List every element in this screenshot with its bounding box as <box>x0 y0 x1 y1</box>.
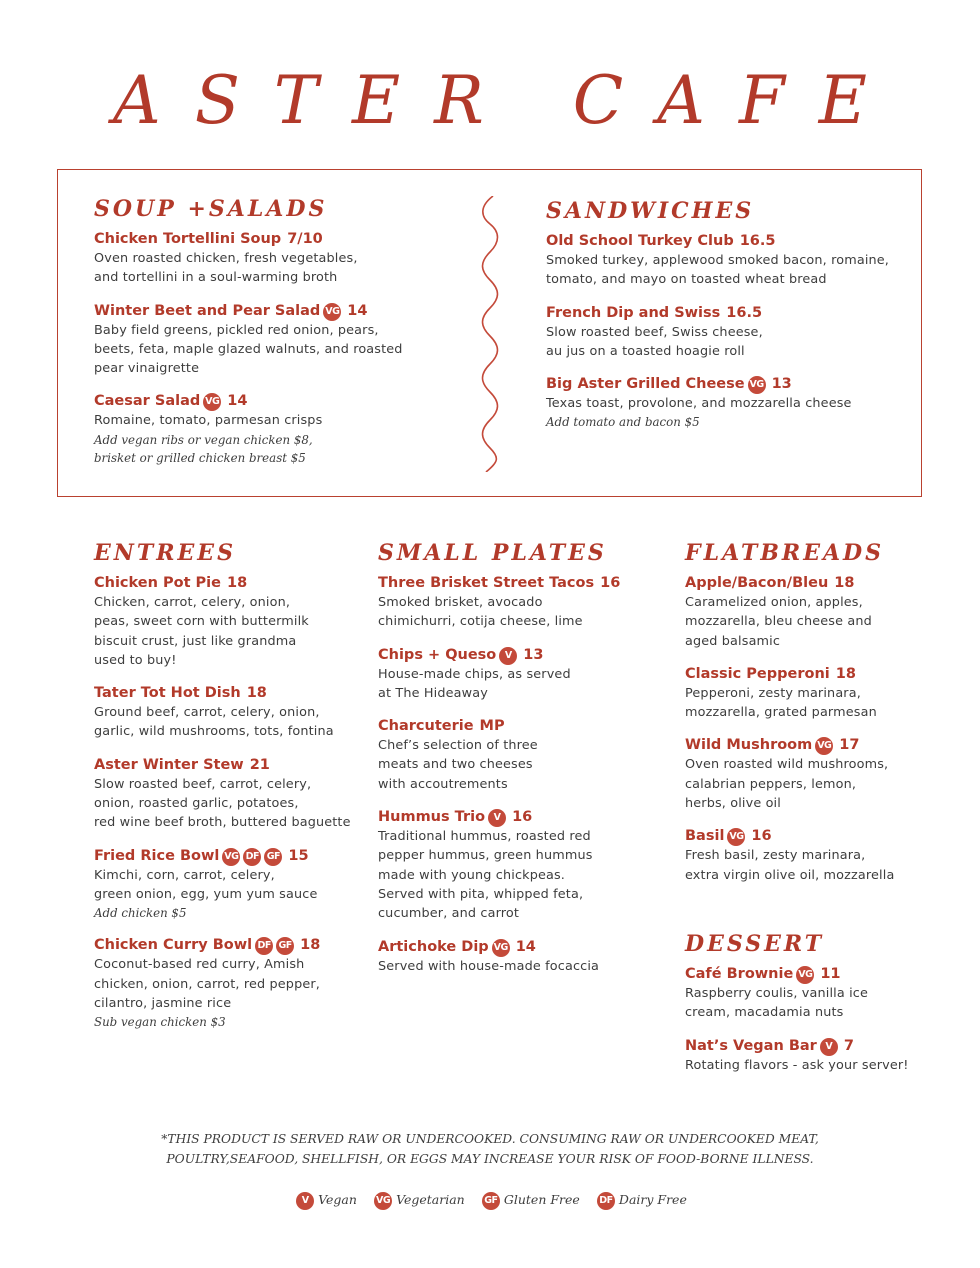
menu-item-name: Caesar Salad <box>94 393 201 410</box>
menu-item-name: Charcuterie <box>378 718 474 735</box>
menu-item-description: cilantro, jasmine rice <box>94 995 232 1011</box>
vegan-badge-icon: V <box>820 1038 838 1056</box>
menu-item-header <box>685 573 945 593</box>
menu-item-description: Raspberry coulis, vanilla ice <box>685 986 868 1001</box>
menu-item-price: 14 <box>347 302 368 319</box>
menu-item-price: 14 <box>227 393 248 410</box>
menu-item-header <box>378 645 658 665</box>
menu-item-price: 16.5 <box>739 233 776 249</box>
vegetarian-badge-icon: VG <box>815 737 833 755</box>
menu-item <box>378 645 658 704</box>
menu-item-description: Smoked turkey, applewood smoked bacon, romaine, <box>546 253 890 268</box>
menu-item-price: 16.5 <box>726 304 763 321</box>
menu-item-addon-note: Add chicken $5 <box>94 906 187 921</box>
menu-item <box>685 735 945 813</box>
menu-item <box>546 374 906 431</box>
menu-item-description: Traditional hummus, roasted red <box>378 829 591 845</box>
section-title: DESSERT <box>685 931 825 957</box>
menu-item-name: Apple/Bacon/Bleu <box>685 575 829 591</box>
menu-item <box>94 683 364 742</box>
menu-item-description: extra virgin olive oil, mozzarella <box>685 867 895 883</box>
menu-item-description: Rotating flavors - ask your server! <box>685 1057 909 1073</box>
section-title: SMALL PLATES <box>378 540 607 566</box>
menu-item-addon-note: Add tomato and bacon $5 <box>546 415 700 430</box>
menu-item-header <box>378 573 658 593</box>
disclaimer-line: *THIS PRODUCT IS SERVED RAW OR UNDERCOOKED. CONSUMING RAW OR UNDERCOOKED MEAT, <box>161 1132 819 1146</box>
menu-item-description: herbs, olive oil <box>685 796 781 812</box>
menu-item-header <box>378 716 658 736</box>
menu-item-description: mozzarella, grated parmesan <box>685 705 877 721</box>
dietary-legend <box>0 1192 980 1210</box>
menu-item-description: Slow roasted beef, Swiss cheese, <box>546 324 763 340</box>
section-entrees <box>94 540 364 1044</box>
menu-item-description: peas, sweet corn with buttermilk <box>94 614 309 630</box>
menu-item-header <box>546 303 906 323</box>
menu-item-name: Hummus Trio <box>378 809 486 826</box>
menu-item-header <box>94 846 364 866</box>
section-dessert <box>685 931 945 1088</box>
menu-item-description: Coconut-based red curry, Amish <box>94 957 305 973</box>
section-small-plates <box>378 540 658 989</box>
vegetarian-badge-icon: VG <box>796 966 814 984</box>
menu-item-description: calabrian peppers, lemon, <box>685 776 857 792</box>
menu-item-header <box>685 1036 945 1056</box>
menu-item-header <box>94 755 364 775</box>
menu-item-description: garlic, wild mushrooms, tots, fontina <box>94 724 334 740</box>
menu-item-name: Three Brisket Street Tacos <box>378 575 595 591</box>
menu-item-header <box>685 826 945 846</box>
menu-item-description: cucumber, and carrot <box>378 906 520 922</box>
vegan-badge-icon: V <box>296 1192 314 1210</box>
menu-item-description: green onion, egg, yum yum sauce <box>94 886 318 902</box>
menu-item <box>378 716 658 794</box>
menu-item-description: Chicken, carrot, celery, onion, <box>94 595 291 610</box>
menu-item-addon-note: Sub vegan chicken $3 <box>94 1015 226 1030</box>
section-soup-salads <box>94 196 464 480</box>
menu-item <box>378 807 658 923</box>
menu-item-description: Texas toast, provolone, and mozzarella cheese <box>546 396 852 412</box>
legend-item-gluten-free <box>479 1192 580 1210</box>
menu-item-description: Kimchi, corn, carrot, celery, <box>94 867 275 883</box>
menu-item-description: Smoked brisket, avocado <box>378 595 543 610</box>
menu-item <box>685 826 945 885</box>
vegetarian-badge-icon: VG <box>203 393 221 411</box>
menu-item-description: aged balsamic <box>685 633 781 649</box>
section-title: ENTREES <box>94 540 236 566</box>
menu-item <box>378 937 658 976</box>
menu-item-description: pear vinaigrette <box>94 361 200 377</box>
menu-item-description: red wine beef broth, buttered baguette <box>94 815 351 831</box>
menu-item <box>94 755 364 833</box>
menu-item-name: Nat’s Vegan Bar <box>685 1037 817 1054</box>
gluten-free-badge-icon: GF <box>264 848 282 866</box>
vegetarian-badge-icon: VG <box>727 828 745 846</box>
menu-item-description: Caramelized onion, apples, <box>685 595 863 610</box>
menu-item-header <box>94 573 364 593</box>
menu-item-description: Slow roasted beef, carrot, celery, <box>94 776 312 792</box>
menu-item-price: 18 <box>835 665 856 682</box>
vegetarian-badge-icon: VG <box>374 1192 392 1210</box>
menu-item-price: 16 <box>751 828 772 845</box>
menu-item-name: French Dip and Swiss <box>546 304 721 321</box>
menu-item-header <box>94 391 464 411</box>
menu-item-description: with accoutrements <box>378 776 508 792</box>
menu-item-description: biscuit crust, just like grandma <box>94 633 297 649</box>
food-safety-disclaimer <box>100 1129 880 1169</box>
menu-item <box>94 935 364 1031</box>
menu-item-name: Tater Tot Hot Dish <box>94 685 241 702</box>
menu-item <box>94 301 464 379</box>
menu-item-description: made with young chickpeas. <box>378 867 566 883</box>
menu-item-header <box>94 229 464 249</box>
vegetarian-badge-icon: VG <box>323 303 341 321</box>
menu-item-header <box>546 374 906 394</box>
menu-item-name: Chicken Pot Pie <box>94 575 221 591</box>
menu-item-description: beets, feta, maple glazed walnuts, and roasted <box>94 341 403 357</box>
menu-item-price: 11 <box>820 966 841 982</box>
menu-item-name: Aster Winter Stew <box>94 756 244 773</box>
menu-item-description: House-made chips, as served <box>378 666 571 682</box>
section-sandwiches <box>546 198 906 444</box>
section-title: SOUP +SALADS <box>94 196 328 222</box>
menu-item-description: Baby field greens, pickled red onion, pears, <box>94 322 379 338</box>
vegan-badge-icon: V <box>488 809 506 827</box>
menu-item-addon-note: brisket or grilled chicken breast $5 <box>94 450 306 465</box>
menu-item-header <box>378 937 658 957</box>
legend-item-vegan <box>293 1192 357 1210</box>
menu-item <box>685 964 945 1023</box>
menu-item <box>378 573 658 632</box>
menu-item-price: 18 <box>300 937 321 954</box>
menu-item-price: 18 <box>834 575 855 591</box>
menu-item <box>685 1036 945 1075</box>
menu-item-description: Ground beef, carrot, celery, onion, <box>94 705 320 721</box>
menu-item-addon-note: Add vegan ribs or vegan chicken $8, <box>94 432 313 447</box>
menu-item <box>546 303 906 362</box>
menu-item-name: Café Brownie <box>685 966 794 982</box>
legend-label: Gluten Free <box>503 1192 580 1207</box>
wavy-divider-icon <box>480 196 500 472</box>
menu-item-header <box>94 301 464 321</box>
menu-item-header <box>546 231 906 251</box>
menu-item-description: chicken, onion, carrot, red pepper, <box>94 976 320 992</box>
dairy-free-badge-icon: DF <box>597 1192 615 1210</box>
section-title: FLATBREADS <box>685 540 885 566</box>
menu-item-name: Artichoke Dip <box>378 938 489 955</box>
menu-item-name: Chicken Tortellini Soup <box>94 231 282 247</box>
menu-item-description: pepper hummus, green hummus <box>378 848 593 864</box>
gluten-free-badge-icon: GF <box>482 1192 500 1210</box>
menu-item-description: Chef’s selection of three <box>378 738 538 754</box>
menu-item <box>685 573 945 651</box>
menu-item-price: 13 <box>771 376 792 393</box>
legend-label: Vegan <box>318 1192 357 1207</box>
menu-item-description: mozzarella, bleu cheese and <box>685 614 872 630</box>
menu-item-header <box>685 964 945 984</box>
menu-item-description: and tortellini in a soul-warming broth <box>94 270 338 286</box>
vegetarian-badge-icon: VG <box>492 939 510 957</box>
gluten-free-badge-icon: GF <box>276 937 294 955</box>
section-flatbreads <box>685 540 945 898</box>
menu-item-description: chimichurri, cotija cheese, lime <box>378 614 583 630</box>
vegetarian-badge-icon: VG <box>222 848 240 866</box>
menu-item-description: Served with pita, whipped feta, <box>378 886 584 902</box>
menu-item-price: 18 <box>246 685 267 702</box>
disclaimer-line: POULTRY,SEAFOOD, SHELLFISH, OR EGGS MAY INCREASE YOUR RISK OF FOOD-BORNE ILLNESS. <box>166 1152 814 1166</box>
menu-item-name: Classic Pepperoni <box>685 665 830 682</box>
menu-item-price: 16 <box>512 809 533 826</box>
menu-item-name: Big Aster Grilled Cheese <box>546 376 745 393</box>
menu-item-description: au jus on a toasted hoagie roll <box>546 343 745 359</box>
dairy-free-badge-icon: DF <box>255 937 273 955</box>
menu-item-header <box>94 935 364 955</box>
menu-item <box>546 231 906 290</box>
menu-item-price: 18 <box>227 575 248 591</box>
menu-item-name: Winter Beet and Pear Salad <box>94 302 321 319</box>
menu-item <box>94 846 364 923</box>
menu-item-name: Chicken Curry Bowl <box>94 937 253 954</box>
menu-item-price: 21 <box>249 756 270 773</box>
legend-label: Vegetarian <box>396 1192 465 1207</box>
menu-item-price: 14 <box>515 938 536 955</box>
menu-item-header <box>94 683 364 703</box>
legend-item-vegetarian <box>371 1192 465 1210</box>
menu-item-price: 7/10 <box>287 231 323 247</box>
menu-item-description: Served with house-made focaccia <box>378 958 600 974</box>
legend-label: Dairy Free <box>618 1192 687 1207</box>
menu-item-description: cream, macadamia nuts <box>685 1005 844 1021</box>
menu-item-description: Oven roasted wild mushrooms, <box>685 757 889 773</box>
menu-item-price: 13 <box>523 646 544 663</box>
menu-item-price: 15 <box>288 847 309 864</box>
menu-item-price: 17 <box>839 737 860 754</box>
menu-item <box>685 664 945 723</box>
menu-item-price: 7 <box>843 1037 854 1054</box>
menu-item-name: Chips + Queso <box>378 646 497 663</box>
menu-item-description: Pepperoni, zesty marinara, <box>685 685 861 701</box>
menu-item-description: Romaine, tomato, parmesan crisps <box>94 413 323 429</box>
vegetarian-badge-icon: VG <box>748 376 766 394</box>
section-title: SANDWICHES <box>546 198 755 224</box>
menu-item <box>94 391 464 466</box>
menu-item-name: Old School Turkey Club <box>546 233 734 249</box>
menu-item-name: Basil <box>685 828 725 845</box>
menu-item <box>94 229 464 288</box>
menu-item-description: Oven roasted chicken, fresh vegetables, <box>94 251 358 266</box>
menu-item <box>94 573 364 670</box>
menu-item-header <box>685 664 945 684</box>
menu-item-price: MP <box>479 718 505 735</box>
menu-item-description: onion, roasted garlic, potatoes, <box>94 796 299 812</box>
dairy-free-badge-icon: DF <box>243 848 261 866</box>
vegan-badge-icon: V <box>499 647 517 665</box>
menu-item-description: meats and two cheeses <box>378 757 533 773</box>
menu-item-header <box>378 807 658 827</box>
menu-item-description: tomato, and mayo on toasted wheat bread <box>546 272 827 288</box>
menu-item-description: used to buy! <box>94 652 177 668</box>
menu-item-name: Fried Rice Bowl <box>94 847 220 864</box>
menu-item-description: at The Hideaway <box>378 685 488 701</box>
legend-item-dairy-free <box>594 1192 687 1210</box>
cafe-title: ASTER CAFE <box>113 62 901 139</box>
menu-item-description: Fresh basil, zesty marinara, <box>685 848 866 864</box>
menu-item-name: Wild Mushroom <box>685 737 813 754</box>
menu-item-header <box>685 735 945 755</box>
menu-item-price: 16 <box>600 575 621 591</box>
